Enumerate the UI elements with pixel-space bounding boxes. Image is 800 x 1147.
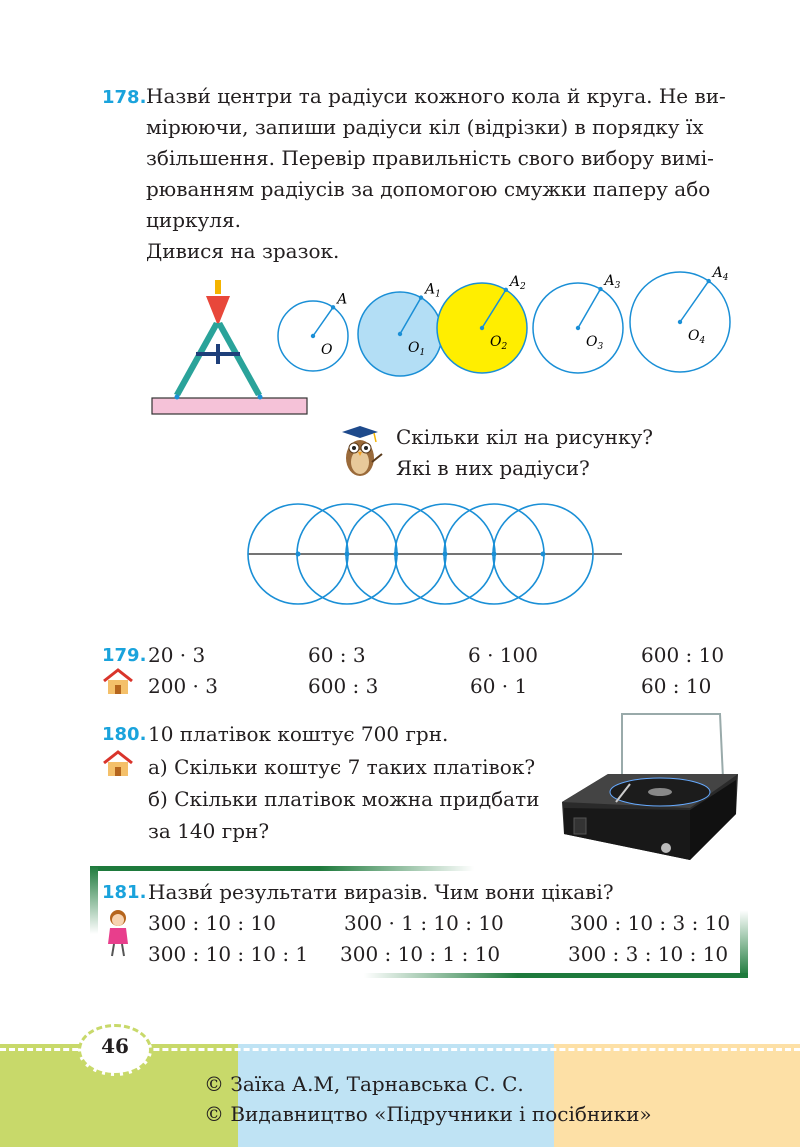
center-dot-3 [480,326,484,330]
compass-point-left [175,395,180,400]
task-180-line-1: 10 платівок коштує 700 грн. [148,722,449,746]
compass-hinge [206,296,230,326]
compass-screw [216,344,220,364]
girl-icon [104,908,132,958]
task-180-line-4: за 140 грн? [148,819,270,843]
task-181-expr-2-3: 300 : 3 : 10 : 10 [568,942,729,966]
task-180-line-2: а) Скільки коштує 7 таких платівок? [148,755,536,779]
center-label-2: $O_1$ [408,340,426,358]
point-dot-5 [706,279,710,283]
point-dot-1 [331,305,335,309]
task-181-expr-2-1: 300 : 10 : 10 : 1 [148,942,309,966]
point-label-5: $A_4$ [712,266,729,284]
turntable-image [560,710,740,860]
center-label-1: O [321,342,333,358]
task-181-expr-1-1: 300 : 10 : 10 [148,911,276,935]
task-179-expr-1-3: 6 · 100 [468,643,538,667]
compass-leg-right [216,322,262,396]
task-181-left-bar [90,866,98,934]
task-181-number: 181. [102,882,147,903]
point-label-4: $A_3$ [604,273,621,292]
task-181-bottom-rule [364,973,748,978]
radius-circles [270,266,760,386]
task-181-expr-2-2: 300 : 10 : 1 : 10 [340,942,501,966]
task-179-expr-2-2: 600 : 3 [308,674,379,698]
center-dot-4 [576,326,580,330]
copyright-authors: © Заїка А.М, Тарнавська С. С. [204,1072,524,1096]
task-179-expr-1-1: 20 · 3 [148,643,206,667]
task-178-example: Дивися на зразок. [146,239,340,263]
task-179-expr-2-3: 60 · 1 [470,674,528,698]
point-dot-2 [419,295,423,299]
task-179-expr-2-4: 60 : 10 [641,674,712,698]
copyright-publisher: © Видавництво «Підручники і посібники» [204,1102,652,1126]
task-181-right-bar [740,910,748,976]
task-178-line-2: мірюючи, запиши радіуси кіл (відрізки) в порядку їх [146,115,704,139]
point-dot-4 [598,287,602,291]
home-icon [102,668,134,696]
task-178-number: 178. [102,87,147,108]
task-180-line-3: б) Скільки платівок можна придбати [148,787,540,811]
point-label-2: $A_1$ [425,281,441,300]
center-label-5: $O_4$ [688,328,706,346]
task-178-line-4: рюванням радіусів за допомогою смужки паперу або [146,177,711,201]
task-179-expr-2-1: 200 · 3 [148,674,218,698]
home-icon [102,750,134,778]
task-178-line-1: Назви́ центри та радіуси кожного кола й круга. Не ви- [146,84,726,108]
owl-question-1: Скільки кіл на рисунку? [396,425,653,449]
point-label-3: $A_2$ [509,273,526,292]
footer-peach-band [554,1044,800,1147]
center-dot-1 [311,334,315,338]
task-181-title: Назви́ результати виразів. Чим вони цікаві? [148,880,614,904]
task-181-top-rule [90,866,474,871]
task-181-expr-1-3: 300 : 10 : 3 : 10 [570,911,731,935]
task-178-line-5: циркуля. [146,208,241,232]
point-label-1: A [337,291,348,308]
compass-handle [215,280,221,294]
task-181-expr-1-2: 300 · 1 : 10 : 10 [344,911,504,935]
circle-chain-diagram [240,500,630,610]
page-number: 46 [101,1034,129,1058]
center-label-4: $O_3$ [586,334,604,352]
task-179-number: 179. [102,645,147,666]
compass-leg-left [174,322,220,396]
task-179-expr-1-2: 60 : 3 [308,643,366,667]
task-179-expr-1-4: 600 : 10 [641,643,725,667]
paper-strip [152,398,307,414]
owl-teacher-icon [336,424,384,480]
compass-point-right [258,395,263,400]
task-180-number: 180. [102,724,147,745]
chain-center-6 [541,552,546,557]
point-dot-3 [504,288,508,292]
owl-question-2: Які в них радіуси? [396,456,590,480]
center-dot-5 [678,320,682,324]
center-dot-2 [398,332,402,336]
task-178-line-3: збільшення. Перевір правильність свого вибору вимі- [146,146,714,170]
center-label-3: $O_2$ [490,334,508,352]
